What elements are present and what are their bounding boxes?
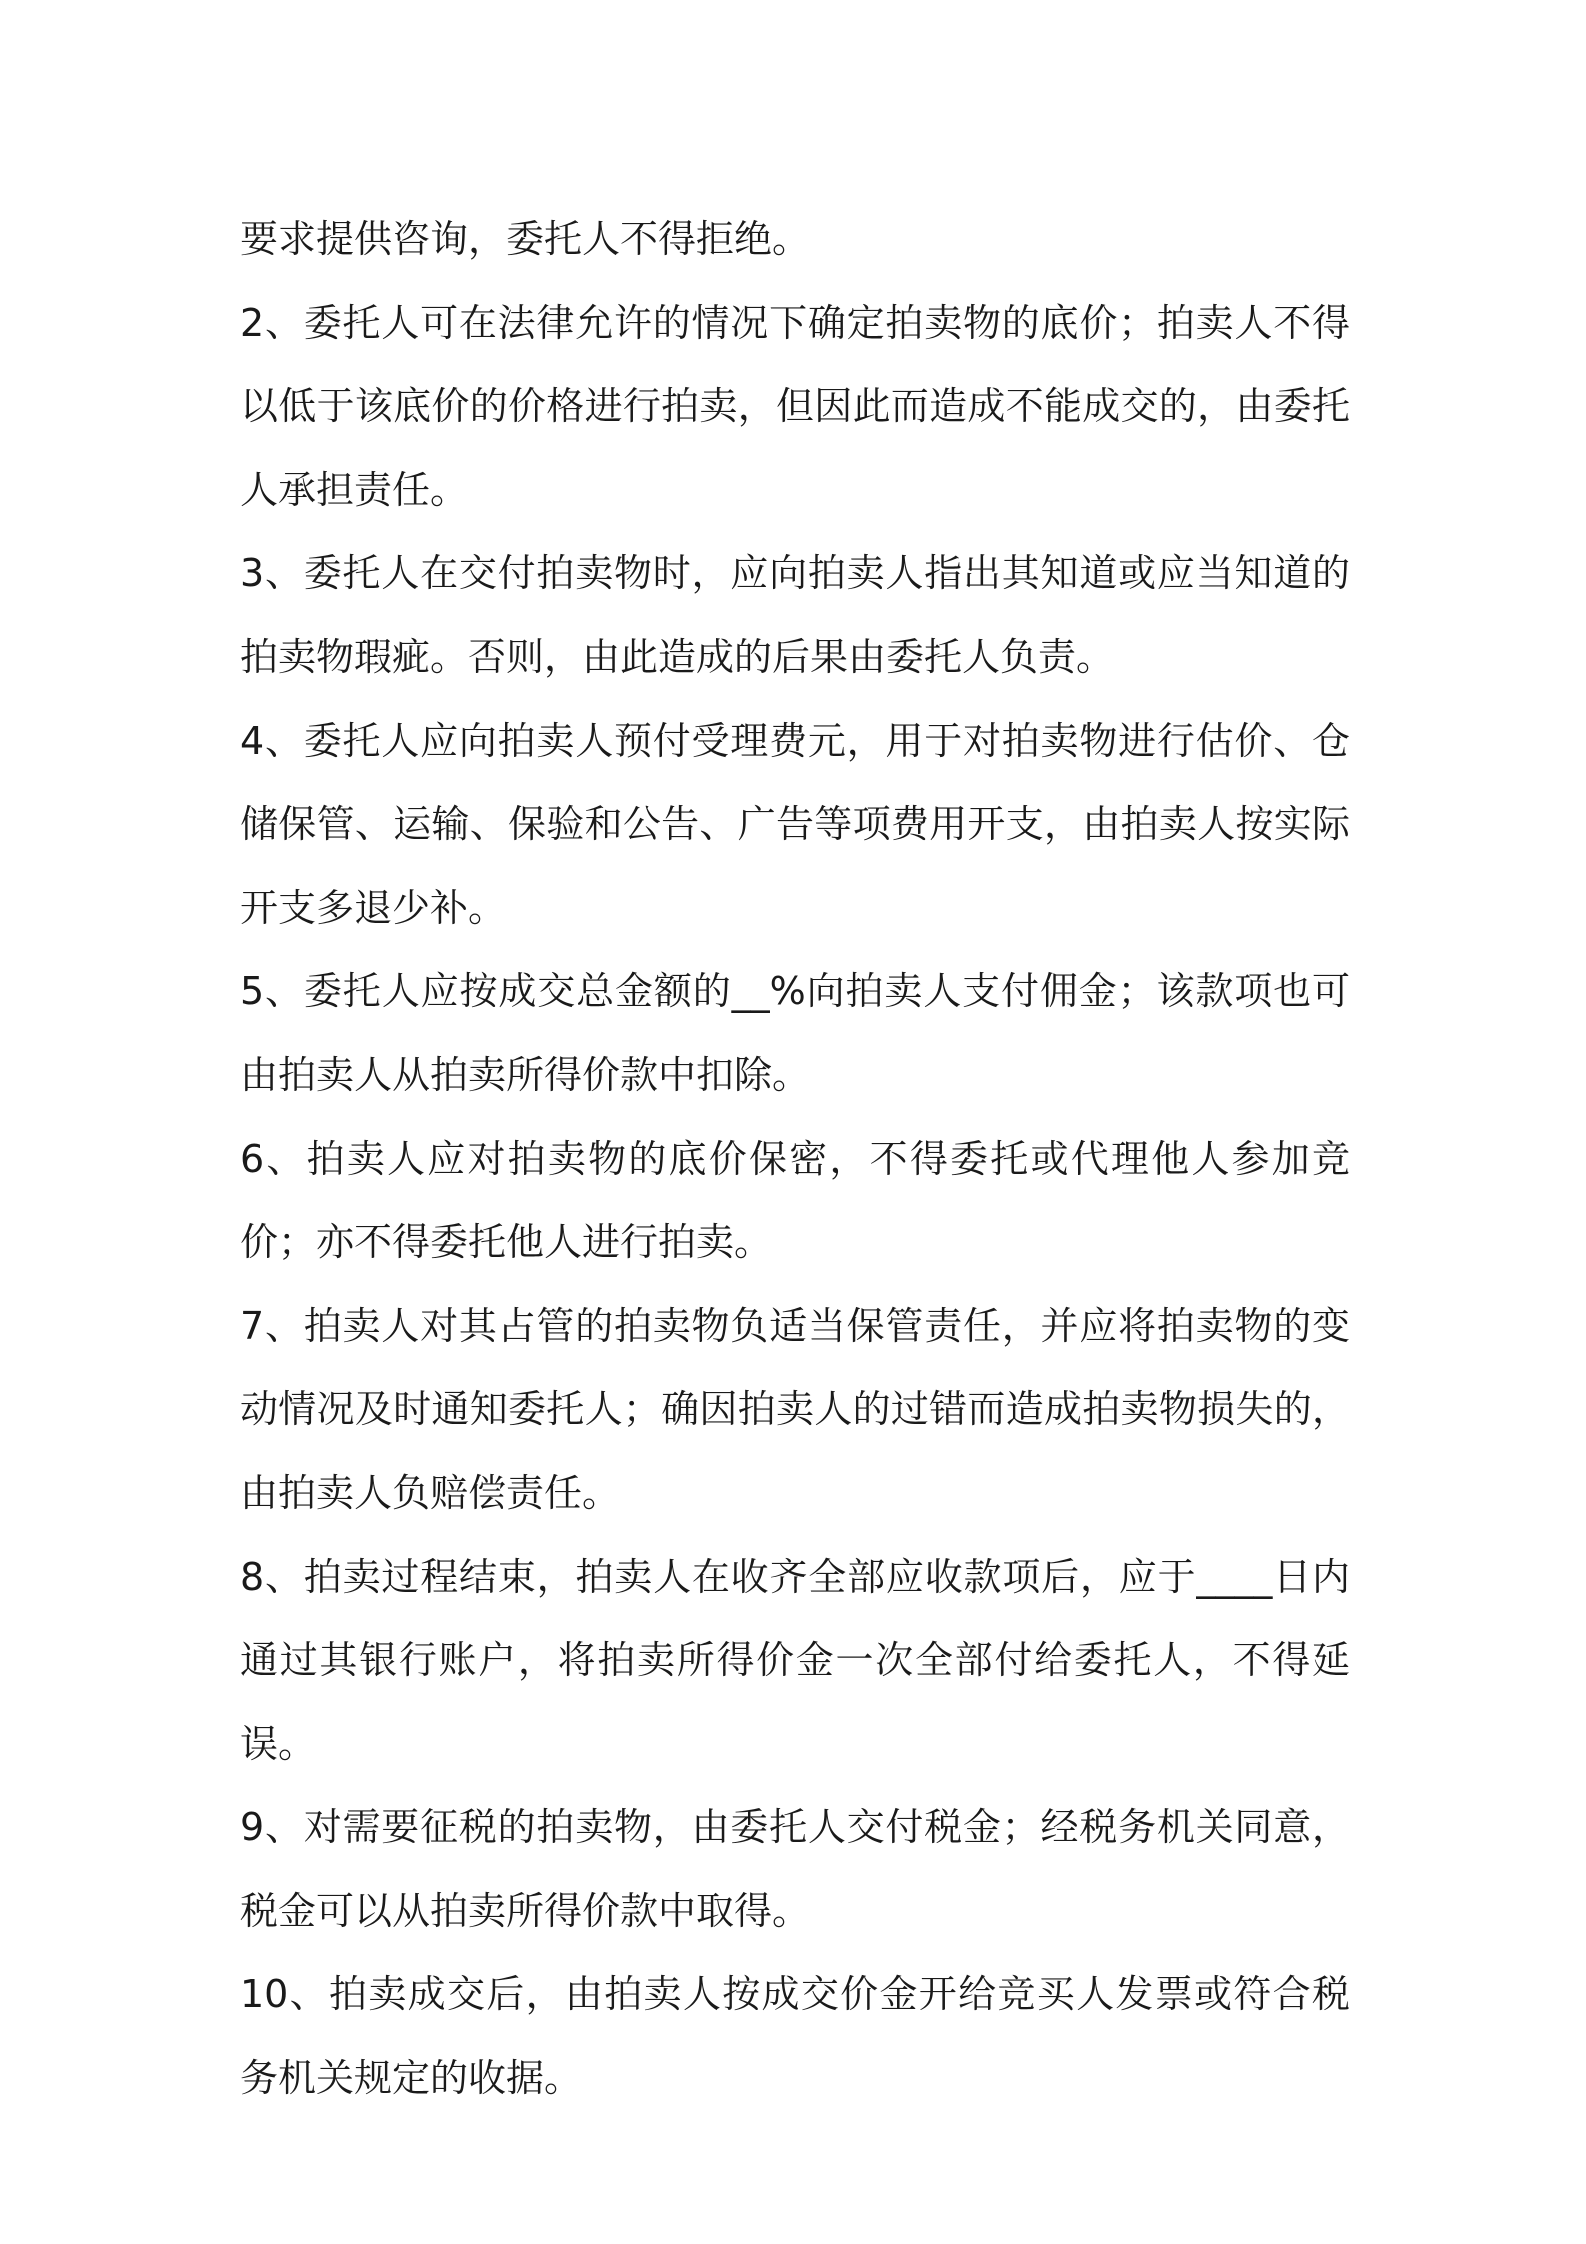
clause-2: 2、委托人可在法律允许的情况下确定拍卖物的底价；拍卖人不得以低于该底价的价格进行拍卖，但因此而造成不能成交的，由委托人承担责任。: [240, 300, 1350, 512]
clause-4: 4、委托人应向拍卖人预付受理费元，用于对拍卖物进行估价、仓储保管、运输、保验和公告、广告等项费用开支，由拍卖人按实际开支多退少补。: [240, 718, 1350, 930]
clause-6: 6、拍卖人应对拍卖物的底价保密，不得委托或代理他人参加竞价；亦不得委托他人进行拍卖。: [240, 1136, 1350, 1265]
clause-10: 10、拍卖成交后，由拍卖人按成交价金开给竞买人发票或符合税务机关规定的收据。: [240, 1972, 1350, 2101]
clause-9: 9、对需要征税的拍卖物，由委托人交付税金；经税务机关同意，税金可以从拍卖所得价款中取得。: [240, 1805, 1350, 1933]
clause-3: 3、委托人在交付拍卖物时，应向拍卖人指出其知道或应当知道的拍卖物瑕疵。否则，由此造成的后果由委托人负责。: [240, 551, 1350, 679]
clause-7: 7、拍卖人对其占管的拍卖物负适当保管责任，并应将拍卖物的变动情况及时通知委托人；确因拍卖人的过错而造成拍卖物损失的，由拍卖人负赔偿责任。: [240, 1303, 1350, 1515]
clause-8: 8、拍卖过程结束，拍卖人在收齐全部应收款项后，应于____日内通过其银行账户，将拍卖所得价金一次全部付给委托人，不得延误。: [240, 1554, 1350, 1766]
paragraph-continuation: 要求提供咨询，委托人不得拒绝。: [240, 217, 811, 261]
document-body: [240, 198, 1350, 2121]
clause-5: 5、委托人应按成交总金额的__%向拍卖人支付佣金；该款项也可由拍卖人从拍卖所得价款中扣除。: [240, 969, 1350, 1097]
